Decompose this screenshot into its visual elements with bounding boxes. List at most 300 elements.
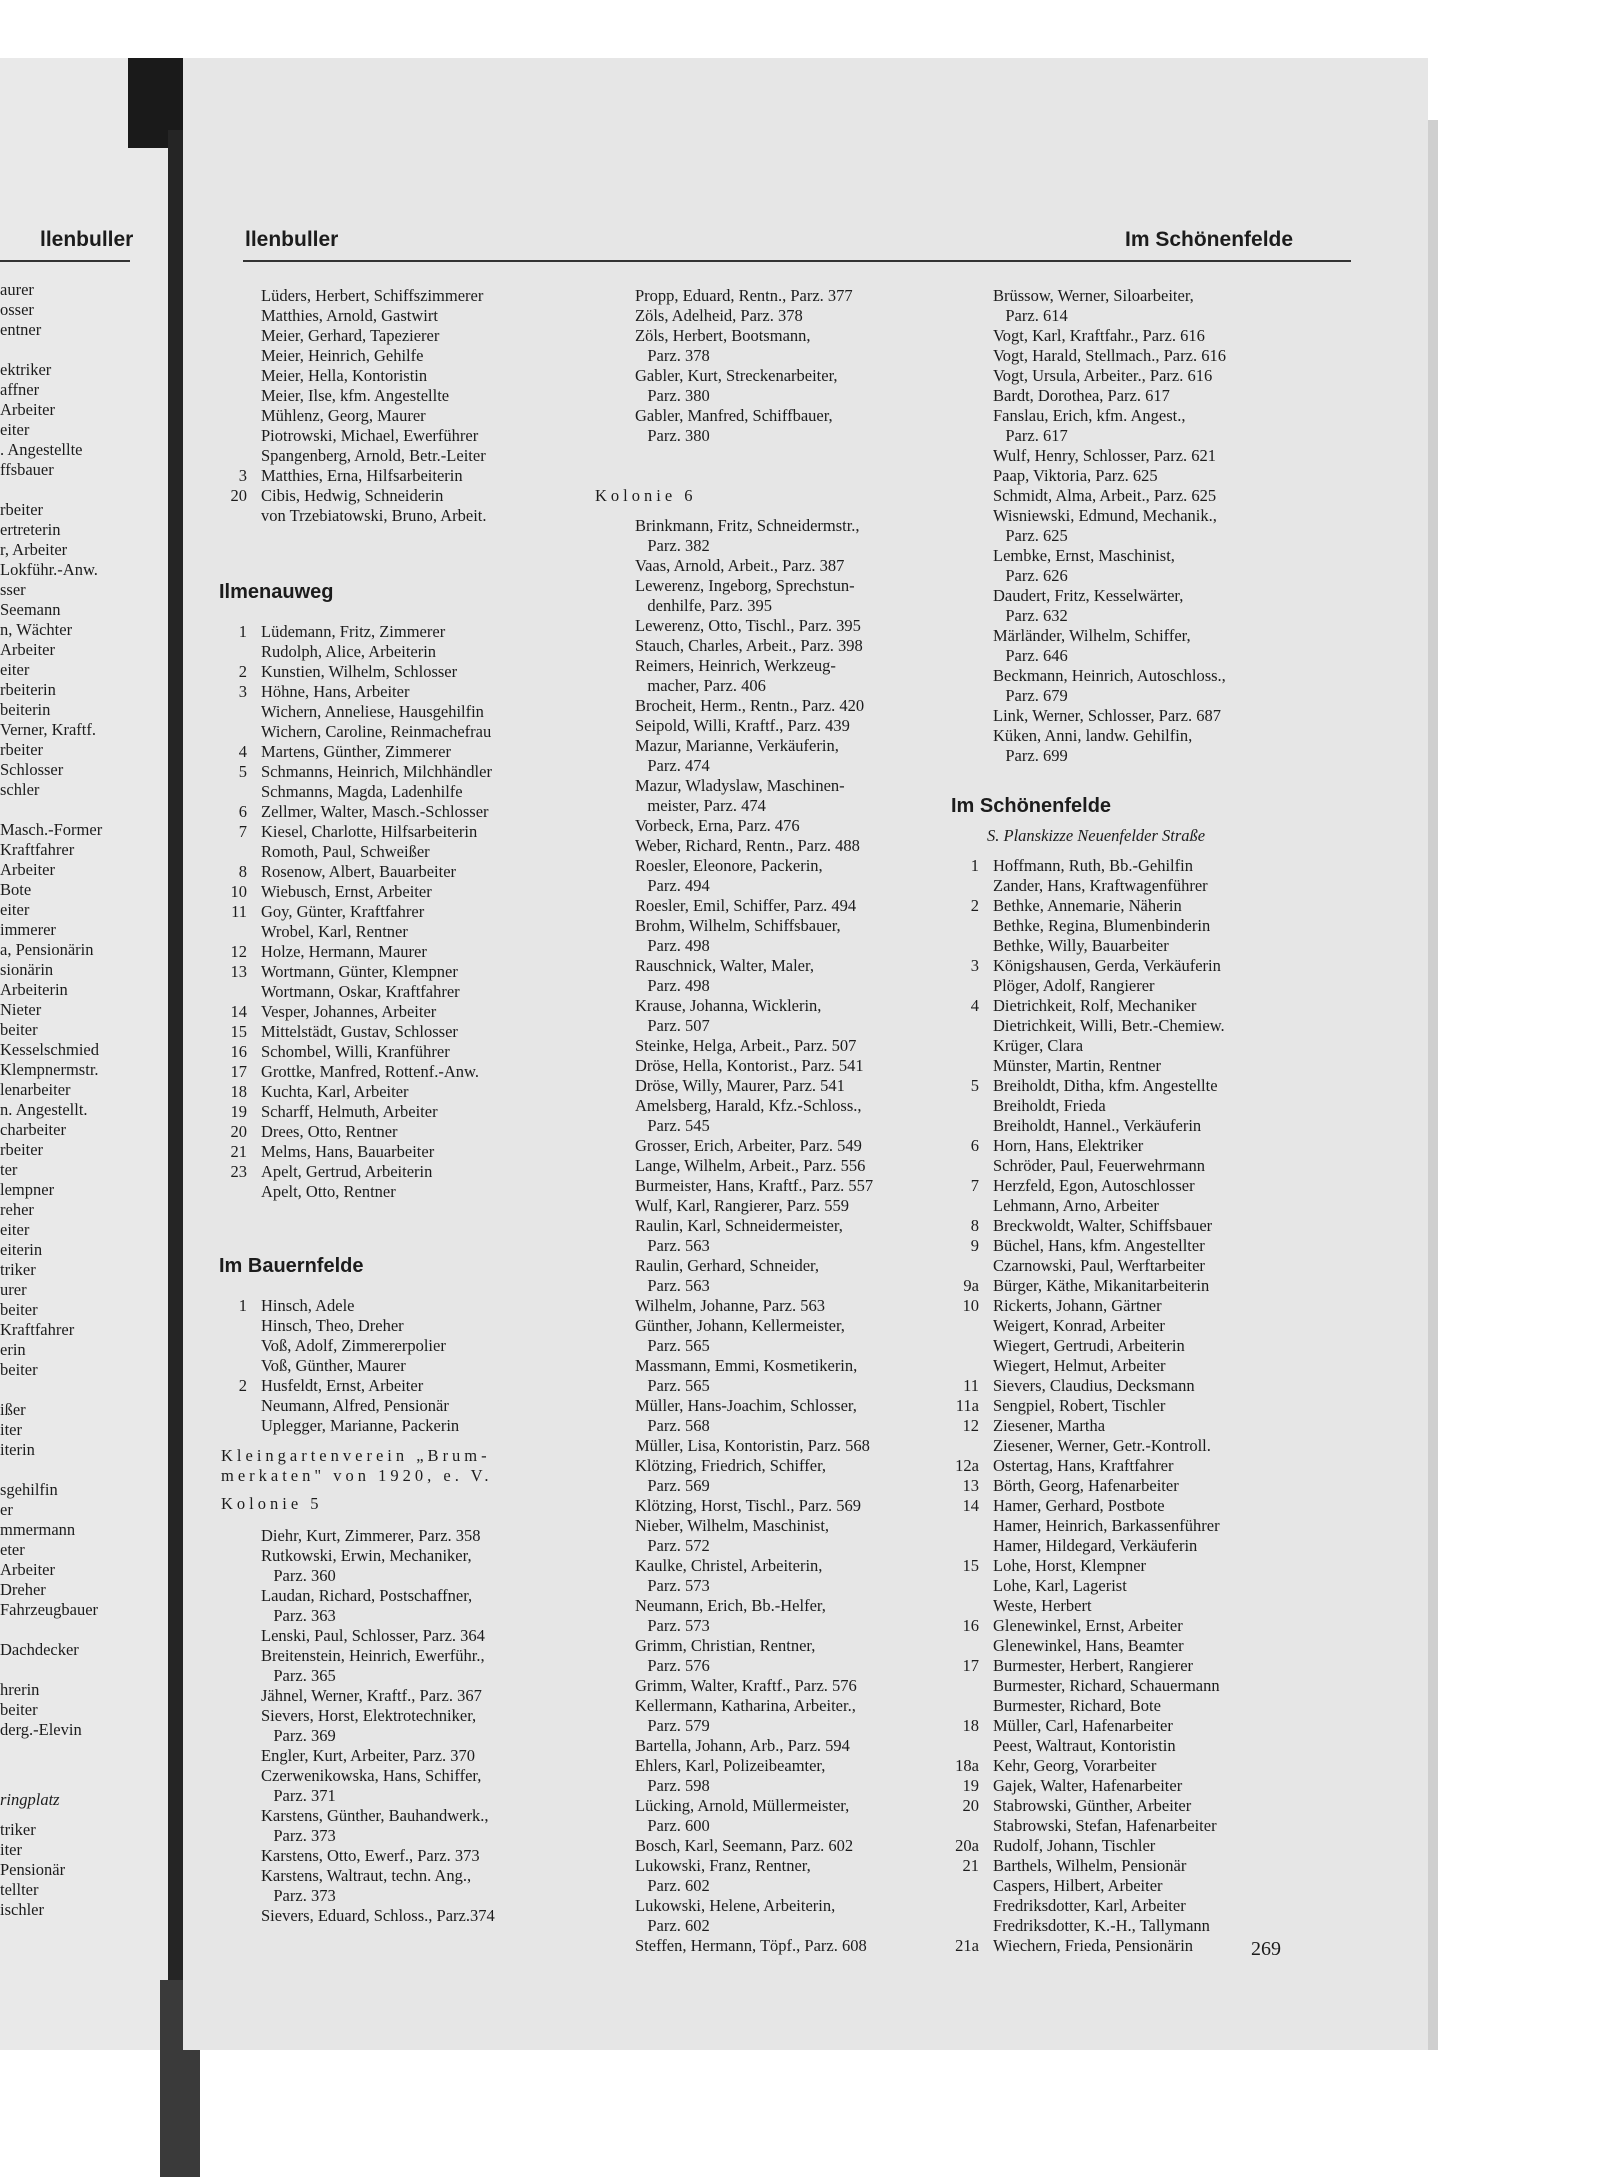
left-page-line: n. Angestellt. [0, 1100, 88, 1119]
resident-entry: Amelsberg, Harald, Kfz.-Schloss., [635, 1096, 862, 1115]
resident-entry: Parz. 572 [635, 1536, 710, 1555]
left-page-line: ißer [0, 1400, 26, 1419]
house-number: 21 [230, 1142, 247, 1161]
resident-entry: Wisniewski, Edmund, Mechanik., [993, 506, 1217, 525]
house-number: 17 [962, 1656, 979, 1675]
resident-entry: Sengpiel, Robert, Tischler [993, 1396, 1166, 1415]
left-page-line: Dachdecker [0, 1640, 79, 1659]
resident-entry: Parz. 369 [261, 1726, 336, 1745]
house-number: 20a [955, 1836, 979, 1855]
house-number: 18 [962, 1716, 979, 1735]
resident-entry: Hamer, Gerhard, Postbote [993, 1496, 1165, 1515]
resident-entry: Wichern, Caroline, Reinmachefrau [261, 722, 492, 741]
resident-entry: Lüders, Herbert, Schiffszimmerer [261, 286, 484, 305]
resident-entry: Propp, Eduard, Rentn., Parz. 377 [635, 286, 853, 305]
resident-entry: Daudert, Fritz, Kesselwärter, [993, 586, 1184, 605]
resident-entry: Büchel, Hans, kfm. Angestellter [993, 1236, 1205, 1255]
resident-entry: Brocheit, Herm., Rentn., Parz. 420 [635, 696, 865, 715]
resident-entry: Hamer, Hildegard, Verkäuferin [993, 1536, 1198, 1555]
resident-entry: Roesler, Emil, Schiffer, Parz. 494 [635, 896, 857, 915]
resident-entry: Ehlers, Karl, Polizeibeamter, [635, 1756, 826, 1775]
house-number: 4 [970, 996, 979, 1015]
page-edge-shadow [1428, 120, 1438, 2050]
resident-entry: Parz. 563 [635, 1236, 710, 1255]
resident-entry: Fredriksdotter, Karl, Arbeiter [993, 1896, 1186, 1915]
house-number: 1 [970, 856, 979, 875]
resident-entry: Wortmann, Günter, Klempner [261, 962, 458, 981]
resident-entry: Parz. 573 [635, 1616, 710, 1635]
resident-entry: Lenski, Paul, Schlosser, Parz. 364 [261, 1626, 485, 1645]
left-page-line: Fahrzeugbauer [0, 1600, 99, 1619]
resident-entry: Parz. 378 [635, 346, 710, 365]
resident-entry: Beckmann, Heinrich, Autoschloss., [993, 666, 1226, 685]
resident-entry: Breiholdt, Ditha, kfm. Angestellte [993, 1076, 1218, 1095]
resident-entry: Börth, Georg, Hafenarbeiter [993, 1476, 1179, 1495]
left-page-header: llenbuller [40, 228, 134, 251]
resident-entry: Breitenstein, Heinrich, Ewerführ., [261, 1646, 485, 1665]
house-number: 12a [955, 1456, 979, 1475]
resident-entry: Parz. 632 [993, 606, 1068, 625]
resident-entry: Parz. 565 [635, 1376, 710, 1395]
resident-entry: Höhne, Hans, Arbeiter [261, 682, 410, 701]
resident-entry: Schmanns, Heinrich, Milchhändler [261, 762, 492, 781]
left-page-line: osser [0, 300, 34, 319]
resident-entry: Zander, Hans, Kraftwagenführer [993, 876, 1208, 895]
resident-entry: Zöls, Herbert, Bootsmann, [635, 326, 811, 345]
resident-entry: Parz. 679 [993, 686, 1068, 705]
resident-entry: Wortmann, Oskar, Kraftfahrer [261, 982, 460, 1001]
resident-entry: Bosch, Karl, Seemann, Parz. 602 [635, 1836, 854, 1855]
resident-entry: Grimm, Christian, Rentner, [635, 1636, 816, 1655]
resident-entry: Kunstien, Wilhelm, Schlosser [261, 662, 458, 681]
resident-entry: Schmanns, Magda, Ladenhilfe [261, 782, 463, 801]
resident-entry: Voß, Günther, Maurer [261, 1356, 406, 1375]
house-number: 5 [970, 1076, 979, 1095]
resident-entry: Parz. 371 [261, 1786, 336, 1805]
resident-entry: Schombel, Willi, Kranführer [261, 1042, 450, 1061]
resident-entry: Grimm, Walter, Kraftf., Parz. 576 [635, 1676, 857, 1695]
resident-entry: Mazur, Wladyslaw, Maschinen- [635, 776, 845, 795]
association-heading: Kleingartenverein „Brum- [221, 1446, 491, 1465]
resident-entry: Schmidt, Alma, Arbeit., Parz. 625 [993, 486, 1217, 505]
resident-entry: Plöger, Adolf, Rangierer [993, 976, 1155, 995]
left-page-line: rbeiter [0, 1140, 44, 1159]
resident-entry: Fredriksdotter, K.-H., Tallymann [993, 1916, 1210, 1935]
resident-entry: Weste, Herbert [993, 1596, 1092, 1615]
left-page-line: eter [0, 1540, 25, 1559]
resident-entry: Brinkmann, Fritz, Schneidermstr., [635, 516, 860, 535]
resident-entry: Parz. 626 [993, 566, 1068, 585]
left-page-line: ektriker [0, 360, 52, 379]
resident-entry: Voß, Adolf, Zimmererpolier [261, 1336, 446, 1355]
resident-entry: Bethke, Annemarie, Näherin [993, 896, 1182, 915]
house-number: 13 [962, 1476, 979, 1495]
resident-entry: Parz. 573 [635, 1576, 710, 1595]
resident-entry: Paap, Viktoria, Parz. 625 [993, 466, 1158, 485]
resident-entry: Parz. 625 [993, 526, 1068, 545]
resident-entry: Sievers, Claudius, Decksmann [993, 1376, 1195, 1395]
left-page-line: Nieter [0, 1000, 42, 1019]
resident-entry: Karstens, Otto, Ewerf., Parz. 373 [261, 1846, 480, 1865]
resident-entry: Zöls, Adelheid, Parz. 378 [635, 306, 803, 325]
house-number: 11a [955, 1396, 979, 1415]
resident-entry: Vesper, Johannes, Arbeiter [261, 1002, 437, 1021]
resident-entry: Müller, Hans-Joachim, Schlosser, [635, 1396, 857, 1415]
resident-entry: Fanslau, Erich, kfm. Angest., [993, 406, 1186, 425]
left-page-line: . Angestellte [0, 440, 83, 459]
house-number: 20 [962, 1796, 979, 1815]
left-page-line: derg.-Elevin [0, 1720, 82, 1739]
resident-entry: Königshausen, Gerda, Verkäuferin [993, 956, 1221, 975]
resident-entry: Link, Werner, Schlosser, Parz. 687 [993, 706, 1221, 725]
house-number: 12 [230, 942, 247, 961]
left-page-line: iter [0, 1420, 22, 1439]
resident-entry: Parz. 565 [635, 1336, 710, 1355]
page-number: 269 [1251, 1938, 1281, 1960]
resident-entry: Glenewinkel, Hans, Beamter [993, 1636, 1184, 1655]
resident-entry: Steffen, Hermann, Töpf., Parz. 608 [635, 1936, 867, 1955]
house-number: 15 [962, 1556, 979, 1575]
house-number: 3 [238, 466, 247, 485]
section-heading: Im Schönenfelde [951, 795, 1112, 817]
left-page-line: sser [0, 580, 26, 599]
association-heading: merkaten" von 1920, e. V. [221, 1466, 493, 1485]
left-page [0, 58, 168, 2050]
resident-entry: Kiesel, Charlotte, Hilfsarbeiterin [261, 822, 478, 841]
left-page-line: Masch.-Former [0, 820, 103, 839]
left-page-line: Pensionär [0, 1860, 66, 1879]
resident-entry: Lohe, Karl, Lagerist [993, 1576, 1127, 1595]
house-number: 4 [238, 742, 247, 761]
resident-entry: Parz. 373 [261, 1826, 336, 1845]
resident-entry: Glenewinkel, Ernst, Arbeiter [993, 1616, 1183, 1635]
resident-entry: Parz. 576 [635, 1656, 710, 1675]
resident-entry: denhilfe, Parz. 395 [635, 596, 773, 615]
left-page-line: ischler [0, 1900, 44, 1919]
resident-entry: Parz. 617 [993, 426, 1068, 445]
resident-entry: Lewerenz, Ingeborg, Sprechstun- [635, 576, 855, 595]
resident-entry: Parz. 569 [635, 1476, 710, 1495]
left-page-line: Arbeiterin [0, 980, 68, 999]
left-page-line: charbeiter [0, 1120, 66, 1139]
resident-entry: Parz. 498 [635, 976, 710, 995]
resident-entry: macher, Parz. 406 [635, 676, 766, 695]
resident-entry: Parz. 614 [993, 306, 1068, 325]
resident-entry: Bethke, Willy, Bauarbeiter [993, 936, 1169, 955]
house-number: 13 [230, 962, 247, 981]
house-number: 3 [238, 682, 247, 701]
resident-entry: Schröder, Paul, Feuerwehrmann [993, 1156, 1205, 1175]
left-page-line: iterin [0, 1440, 35, 1459]
resident-entry: Kehr, Georg, Vorarbeiter [993, 1756, 1157, 1775]
resident-entry: Roesler, Eleonore, Packerin, [635, 856, 823, 875]
house-number: 8 [970, 1216, 979, 1235]
resident-entry: Martens, Günther, Zimmerer [261, 742, 451, 761]
resident-entry: Gabler, Kurt, Streckenarbeiter, [635, 366, 838, 385]
resident-entry: Peest, Waltraut, Kontoristin [993, 1736, 1176, 1755]
house-number: 10 [230, 882, 247, 901]
left-page-line: rbeiter [0, 500, 44, 519]
house-number: 5 [238, 762, 247, 781]
house-number: 14 [962, 1496, 979, 1515]
resident-entry: Meier, Ilse, kfm. Angestellte [261, 386, 450, 405]
resident-entry: Diehr, Kurt, Zimmerer, Parz. 358 [261, 1526, 481, 1545]
book-gutter [168, 130, 184, 2050]
right-page-header-left: llenbuller [245, 228, 339, 251]
resident-entry: Günther, Johann, Kellermeister, [635, 1316, 845, 1335]
left-page-line: Kraftfahrer [0, 1320, 75, 1339]
resident-entry: Mühlenz, Georg, Maurer [261, 406, 426, 425]
house-number: 1 [238, 1296, 247, 1315]
left-page-line: ter [0, 1160, 18, 1179]
resident-entry: Horn, Hans, Elektriker [993, 1136, 1144, 1155]
resident-entry: Nieber, Wilhelm, Maschinist, [635, 1516, 830, 1535]
left-page-line: Arbeiter [0, 400, 55, 419]
left-page-line: urer [0, 1280, 27, 1299]
house-number: 2 [970, 896, 979, 915]
resident-entry: Scharff, Helmuth, Arbeiter [261, 1102, 438, 1121]
resident-entry: Kellermann, Katharina, Arbeiter., [635, 1696, 856, 1715]
resident-entry: Lange, Wilhelm, Arbeit., Parz. 556 [635, 1156, 866, 1175]
house-number: 7 [970, 1176, 979, 1195]
resident-entry: Wulf, Karl, Rangierer, Parz. 559 [635, 1196, 850, 1215]
left-page-line: rbeiter [0, 740, 44, 759]
house-number: 11 [963, 1376, 979, 1395]
resident-entry: Parz. 579 [635, 1716, 710, 1735]
left-page-line: ringplatz [0, 1790, 60, 1809]
left-page-line: beiter [0, 1020, 38, 1039]
resident-entry: meister, Parz. 474 [635, 796, 766, 815]
resident-entry: Lewerenz, Otto, Tischl., Parz. 395 [635, 616, 861, 635]
left-page-line: lenarbeiter [0, 1080, 71, 1099]
resident-entry: Meier, Hella, Kontoristin [261, 366, 428, 385]
resident-entry: Parz. 498 [635, 936, 710, 955]
left-page-line: eiter [0, 660, 30, 679]
left-page-line: Kraftfahrer [0, 840, 75, 859]
resident-entry: Krause, Johanna, Wicklerin, [635, 996, 822, 1015]
resident-entry: Parz. 507 [635, 1016, 710, 1035]
resident-entry: Matthies, Erna, Hilfsarbeiterin [261, 466, 463, 485]
resident-entry: Kuchta, Karl, Arbeiter [261, 1082, 409, 1101]
left-header-rule [0, 260, 130, 262]
resident-entry: Neumann, Alfred, Pensionär [261, 1396, 449, 1415]
resident-entry: Parz. 365 [261, 1666, 336, 1685]
resident-entry: Meier, Gerhard, Tapezierer [261, 326, 440, 345]
resident-entry: Vaas, Arnold, Arbeit., Parz. 387 [635, 556, 845, 575]
house-number: 9a [963, 1276, 979, 1295]
resident-entry: Gajek, Walter, Hafenarbeiter [993, 1776, 1183, 1795]
resident-entry: Müller, Carl, Hafenarbeiter [993, 1716, 1173, 1735]
left-page-line: erin [0, 1340, 26, 1359]
resident-entry: Burmeister, Hans, Kraftf., Parz. 557 [635, 1176, 874, 1195]
house-number: 20 [230, 1122, 247, 1141]
resident-entry: Hinsch, Adele [261, 1296, 355, 1315]
resident-entry: Hoffmann, Ruth, Bb.-Gehilfin [993, 856, 1193, 875]
resident-entry: Karstens, Waltraut, techn. Ang., [261, 1866, 472, 1885]
resident-entry: Rickerts, Johann, Gärtner [993, 1296, 1162, 1315]
resident-entry: Parz. 380 [635, 386, 710, 405]
column-1 [221, 58, 591, 2000]
resident-entry: Sievers, Eduard, Schloss., Parz.374 [261, 1906, 495, 1925]
resident-entry: Parz. 474 [635, 756, 710, 775]
left-page-line: eiter [0, 1220, 30, 1239]
left-page-line: Kesselschmied [0, 1040, 99, 1059]
house-number: 6 [238, 802, 247, 821]
resident-entry: Parz. 382 [635, 536, 710, 555]
left-page-line: immerer [0, 920, 56, 939]
resident-entry: Caspers, Hilbert, Arbeiter [993, 1876, 1163, 1895]
left-page-line: rbeiterin [0, 680, 56, 699]
resident-entry: Rauschnick, Walter, Maler, [635, 956, 814, 975]
resident-entry: Wiebusch, Ernst, Arbeiter [261, 882, 432, 901]
resident-entry: Bürger, Käthe, Mikanitarbeiterin [993, 1276, 1210, 1295]
resident-entry: Steinke, Helga, Arbeit., Parz. 507 [635, 1036, 857, 1055]
left-page-line: beiter [0, 1360, 38, 1379]
resident-entry: Kaulke, Christel, Arbeiterin, [635, 1556, 823, 1575]
resident-entry: Lukowski, Franz, Rentner, [635, 1856, 811, 1875]
section-heading: Im Bauernfelde [219, 1255, 364, 1277]
resident-entry: Wilhelm, Johanne, Parz. 563 [635, 1296, 825, 1315]
resident-entry: Breckwoldt, Walter, Schiffsbauer [993, 1216, 1213, 1235]
left-page-line: Klempnermstr. [0, 1060, 99, 1079]
left-page-line: entner [0, 320, 42, 339]
resident-entry: Dietrichkeit, Willi, Betr.-Chemiew. [993, 1016, 1225, 1035]
resident-entry: Dietrichkeit, Rolf, Mechaniker [993, 996, 1197, 1015]
resident-entry: Holze, Hermann, Maurer [261, 942, 427, 961]
resident-entry: Parz. 568 [635, 1416, 710, 1435]
resident-entry: Ziesener, Werner, Getr.-Kontroll. [993, 1436, 1211, 1455]
house-number: 18a [955, 1756, 979, 1775]
resident-entry: Grottke, Manfred, Rottenf.-Anw. [261, 1062, 479, 1081]
resident-entry: Stabrowski, Günther, Arbeiter [993, 1796, 1192, 1815]
house-number: 18 [230, 1082, 247, 1101]
left-page-line: beiter [0, 1700, 38, 1719]
resident-entry: Küken, Anni, landw. Gehilfin, [993, 726, 1193, 745]
resident-entry: Brohm, Wilhelm, Schiffsbauer, [635, 916, 841, 935]
resident-entry: Parz. 602 [635, 1916, 710, 1935]
resident-entry: Rudolph, Alice, Arbeiterin [261, 642, 437, 661]
left-page-line: ertreterin [0, 520, 61, 539]
left-page-line: Bote [0, 880, 32, 899]
resident-entry: Bethke, Regina, Blumenbinderin [993, 916, 1211, 935]
resident-entry: Karstens, Günther, Bauhandwerk., [261, 1806, 489, 1825]
resident-entry: Apelt, Gertrud, Arbeiterin [261, 1162, 433, 1181]
resident-entry: Lehmann, Arno, Arbeiter [993, 1196, 1159, 1215]
resident-entry: Müller, Lisa, Kontoristin, Parz. 568 [635, 1436, 870, 1455]
resident-entry: Burmester, Richard, Schauermann [993, 1676, 1220, 1695]
resident-entry: Rutkowski, Erwin, Mechaniker, [261, 1546, 472, 1565]
resident-entry: Lembke, Ernst, Maschinist, [993, 546, 1175, 565]
resident-entry: Wichern, Anneliese, Hausgehilfin [261, 702, 484, 721]
left-page-line: eiter [0, 420, 30, 439]
left-page-line: beiterin [0, 700, 51, 719]
resident-entry: Burmester, Herbert, Rangierer [993, 1656, 1194, 1675]
resident-entry: Stabrowski, Stefan, Hafenarbeiter [993, 1816, 1217, 1835]
resident-entry: Weber, Richard, Rentn., Parz. 488 [635, 836, 860, 855]
resident-entry: Parz. 380 [635, 426, 710, 445]
resident-entry: Reimers, Heinrich, Werkzeug- [635, 656, 836, 675]
resident-entry: Czerwenikowska, Hans, Schiffer, [261, 1766, 482, 1785]
resident-entry: Vogt, Karl, Kraftfahr., Parz. 616 [993, 326, 1205, 345]
left-page-line: tellter [0, 1880, 39, 1899]
resident-entry: Raulin, Karl, Schneidermeister, [635, 1216, 843, 1235]
left-page-line: er [0, 1500, 13, 1519]
left-page-line: Schlosser [0, 760, 64, 779]
resident-entry: Burmester, Richard, Bote [993, 1696, 1161, 1715]
left-page-line: triker [0, 1260, 36, 1279]
resident-entry: Parz. 598 [635, 1776, 710, 1795]
resident-entry: Laudan, Richard, Postschaffner, [261, 1586, 473, 1605]
resident-entry: Parz. 545 [635, 1116, 710, 1135]
resident-entry: Wulf, Henry, Schlosser, Parz. 621 [993, 446, 1217, 465]
resident-entry: Parz. 563 [635, 1276, 710, 1295]
resident-entry: Münster, Martin, Rentner [993, 1056, 1161, 1075]
resident-entry: Breiholdt, Frieda [993, 1096, 1106, 1115]
resident-entry: Mazur, Marianne, Verkäuferin, [635, 736, 839, 755]
resident-entry: Parz. 602 [635, 1876, 710, 1895]
left-page-line: Lokführ.-Anw. [0, 560, 98, 579]
resident-entry: Parz. 646 [993, 646, 1068, 665]
house-number: 16 [962, 1616, 979, 1635]
house-number: 9 [970, 1236, 979, 1255]
cross-reference: S. Planskizze Neuenfelder Straße [987, 826, 1206, 845]
house-number: 16 [230, 1042, 247, 1061]
resident-entry: Uplegger, Marianne, Packerin [261, 1416, 460, 1435]
resident-entry: Ziesener, Martha [993, 1416, 1106, 1435]
house-number: 12 [962, 1416, 979, 1435]
resident-entry: Parz. 494 [635, 876, 710, 895]
resident-entry: Jähnel, Werner, Kraftf., Parz. 367 [261, 1686, 482, 1705]
resident-entry: Meier, Heinrich, Gehilfe [261, 346, 424, 365]
association-heading: Kolonie 6 [595, 486, 697, 505]
left-page-line: aurer [0, 280, 34, 299]
resident-entry: Seipold, Willi, Kraftf., Parz. 439 [635, 716, 850, 735]
house-number: 7 [238, 822, 247, 841]
resident-entry: Wiegert, Helmut, Arbeiter [993, 1356, 1166, 1375]
resident-entry: Gabler, Manfred, Schiffbauer, [635, 406, 833, 425]
left-page-line: Arbeiter [0, 1560, 55, 1579]
resident-entry: Rosenow, Albert, Bauarbeiter [261, 862, 457, 881]
resident-entry: Apelt, Otto, Rentner [261, 1182, 396, 1201]
column-3 [953, 58, 1373, 2000]
resident-entry: Drees, Otto, Rentner [261, 1122, 398, 1141]
left-page-line: n, Wächter [0, 620, 73, 639]
resident-entry: Grosser, Erich, Arbeiter, Parz. 549 [635, 1136, 862, 1155]
house-number: 11 [231, 902, 247, 921]
left-page-line: r, Arbeiter [0, 540, 68, 559]
left-page-line: reher [0, 1200, 34, 1219]
right-page [183, 58, 1428, 2050]
resident-entry: Brüssow, Werner, Siloarbeiter, [993, 286, 1194, 305]
left-page-line: sgehilfin [0, 1480, 58, 1499]
resident-entry: Cibis, Hedwig, Schneiderin [261, 486, 444, 505]
resident-entry: Engler, Kurt, Arbeiter, Parz. 370 [261, 1746, 476, 1765]
resident-entry: Lohe, Horst, Klempner [993, 1556, 1147, 1575]
right-page-header-right: Im Schönenfelde [1125, 228, 1294, 251]
house-number: 2 [238, 1376, 247, 1395]
house-number: 17 [230, 1062, 247, 1081]
resident-entry: Rudolf, Johann, Tischler [993, 1836, 1156, 1855]
resident-entry: Lüdemann, Fritz, Zimmerer [261, 622, 446, 641]
resident-entry: Mittelstädt, Gustav, Schlosser [261, 1022, 458, 1041]
resident-entry: Wiegert, Gertrudi, Arbeiterin [993, 1336, 1185, 1355]
resident-entry: Piotrowski, Michael, Ewerführer [261, 426, 479, 445]
column-2 [595, 58, 955, 2000]
section-heading: Ilmenauweg [219, 581, 334, 603]
resident-entry: Bardt, Dorothea, Parz. 617 [993, 386, 1170, 405]
resident-entry: Bartella, Johann, Arb., Parz. 594 [635, 1736, 850, 1755]
resident-entry: Raulin, Gerhard, Schneider, [635, 1256, 819, 1275]
